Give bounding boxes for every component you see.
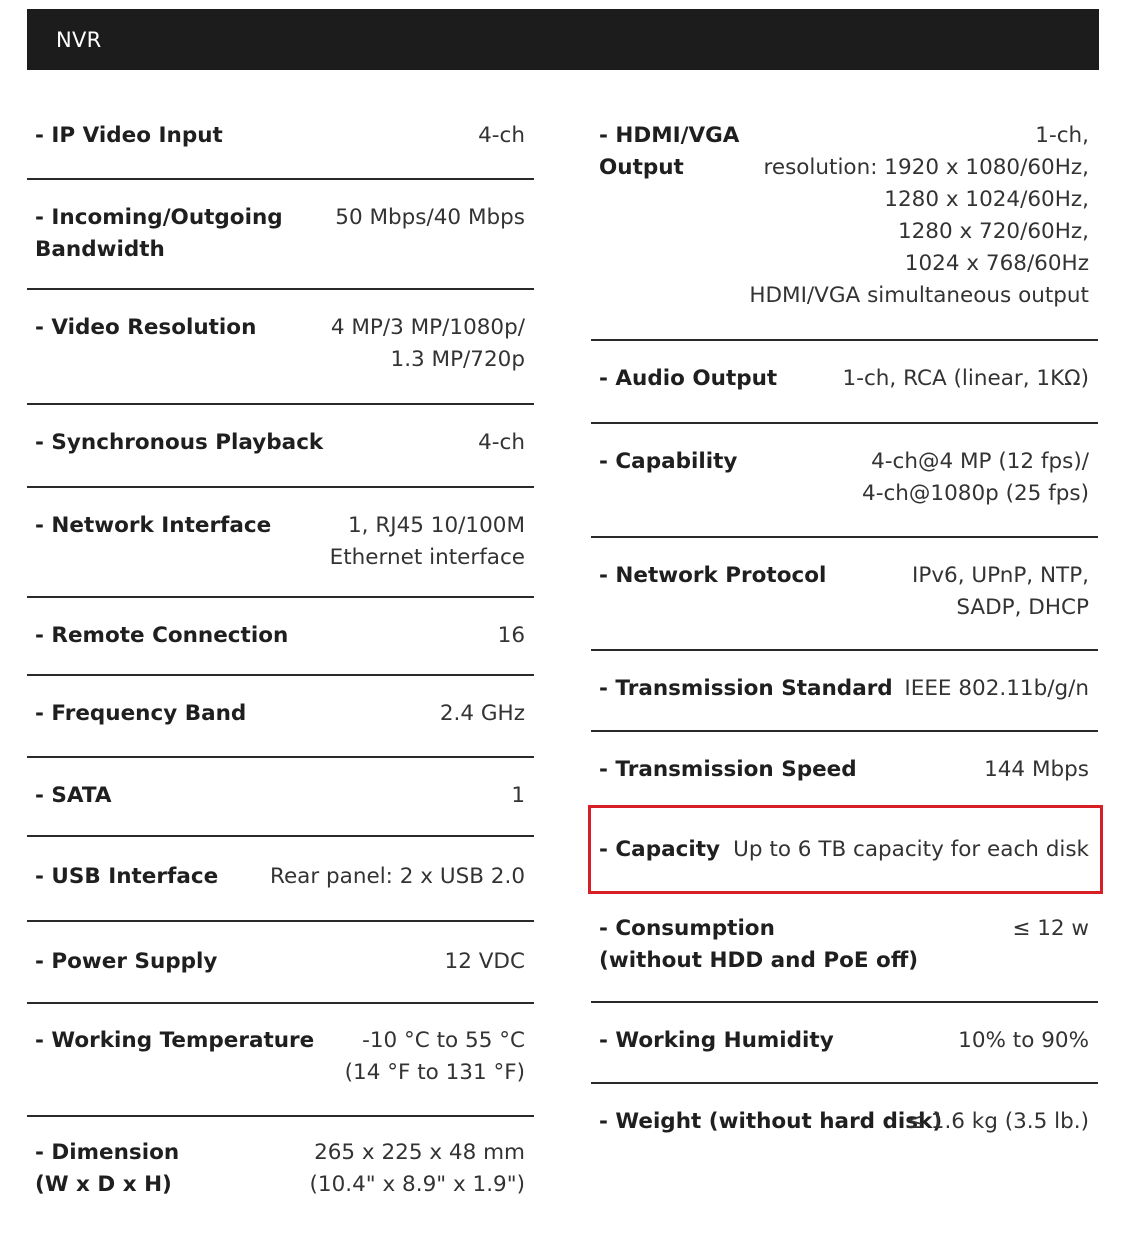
spec-value: ≤ 1.6 kg (3.5 lb.) [905, 1109, 1089, 1134]
spec-row-bandwidth [27, 180, 534, 290]
spec-value: 16 [497, 623, 525, 648]
spec-value: Rear panel: 2 x USB 2.0 [269, 864, 525, 889]
spec-row-frequency-band [27, 676, 534, 758]
spec-value: 12 VDC [444, 949, 525, 974]
spec-row-hdmi-vga-output [591, 118, 1098, 341]
spec-label: - Dimension (W x D x H) [35, 1140, 180, 1197]
spec-value: 50 Mbps/40 Mbps [335, 205, 525, 230]
spec-row-network-protocol [591, 538, 1098, 651]
spec-row-ip-video-input [27, 118, 534, 180]
spec-value: 144 Mbps [984, 757, 1089, 782]
spec-value: 2.4 GHz [439, 701, 525, 726]
spec-row-capability [591, 424, 1098, 538]
spec-label: - Network Interface [35, 513, 272, 538]
spec-label: - USB Interface [35, 864, 219, 889]
spec-label: - SATA [35, 783, 112, 808]
spec-label: - Consumption (without HDD and PoE off) [599, 916, 919, 973]
spec-value: Up to 6 TB capacity for each disk [733, 837, 1089, 862]
spec-label: - Power Supply [35, 949, 218, 974]
spec-row-synchronous-playback [27, 405, 534, 488]
spec-value: IPv6, UPnP, NTP, SADP, DHCP [912, 563, 1089, 620]
spec-row-usb-interface [27, 837, 534, 922]
spec-row-video-resolution [27, 290, 534, 405]
spec-row-network-interface [27, 488, 534, 598]
spec-label: - Remote Connection [35, 623, 289, 648]
spec-label: - Transmission Speed [599, 757, 857, 782]
spec-value: 1 [511, 783, 525, 808]
spec-row-working-temperature [27, 1004, 534, 1117]
spec-label: - Incoming/Outgoing Bandwidth [35, 205, 283, 262]
spec-value: 4-ch [478, 123, 525, 148]
spec-row-transmission-speed [591, 732, 1098, 810]
spec-label: - Synchronous Playback [35, 430, 324, 455]
spec-row-audio-output [591, 341, 1098, 424]
spec-row-dimension [27, 1117, 534, 1217]
spec-value: 1, RJ45 10/100M Ethernet interface [329, 513, 525, 570]
spec-label: - Working Temperature [35, 1028, 315, 1053]
spec-label: - IP Video Input [35, 123, 223, 148]
spec-row-remote-connection [27, 598, 534, 676]
spec-row-consumption [591, 893, 1098, 1003]
spec-row-power-supply [27, 922, 534, 1004]
spec-value: 4 MP/3 MP/1080p/ 1.3 MP/720p [330, 315, 525, 372]
spec-label: - Capacity [599, 837, 721, 862]
spec-label: - Working Humidity [599, 1028, 834, 1053]
spec-value: 1-ch, resolution: 1920 x 1080/60Hz, 1280 x 1024/60Hz, 1280 x 720/60Hz, 1024 x 768/60Hz HDMI/VGA simultaneous output [749, 123, 1089, 308]
section-title: NVR [56, 28, 102, 52]
section-header [27, 9, 1099, 70]
spec-value: -10 °C to 55 °C (14 °F to 131 °F) [344, 1028, 525, 1085]
spec-value: 10% to 90% [958, 1028, 1089, 1053]
spec-label: - Frequency Band [35, 701, 247, 726]
spec-value: 4-ch [478, 430, 525, 455]
spec-row-sata [27, 758, 534, 837]
spec-label: - Weight (without hard disk) [599, 1109, 943, 1134]
spec-value: IEEE 802.11b/g/n [904, 676, 1089, 701]
capacity-highlight-box [588, 805, 1103, 894]
spec-row-transmission-standard [591, 651, 1098, 732]
spec-label: - Video Resolution [35, 315, 257, 340]
spec-row-weight [591, 1084, 1098, 1174]
spec-row-working-humidity [591, 1003, 1098, 1084]
spec-label: - Audio Output [599, 366, 778, 391]
spec-label: - HDMI/VGA Output [599, 123, 740, 180]
spec-value: ≤ 12 w [1012, 916, 1089, 941]
spec-label: - Transmission Standard [599, 676, 893, 701]
spec-value: 1-ch, RCA (linear, 1KΩ) [842, 366, 1089, 391]
spec-value: 4-ch@4 MP (12 fps)/ 4-ch@1080p (25 fps) [862, 449, 1089, 506]
spec-label: - Capability [599, 449, 738, 474]
spec-label: - Network Protocol [599, 563, 827, 588]
spec-value: 265 x 225 x 48 mm (10.4" x 8.9" x 1.9") [309, 1140, 525, 1197]
